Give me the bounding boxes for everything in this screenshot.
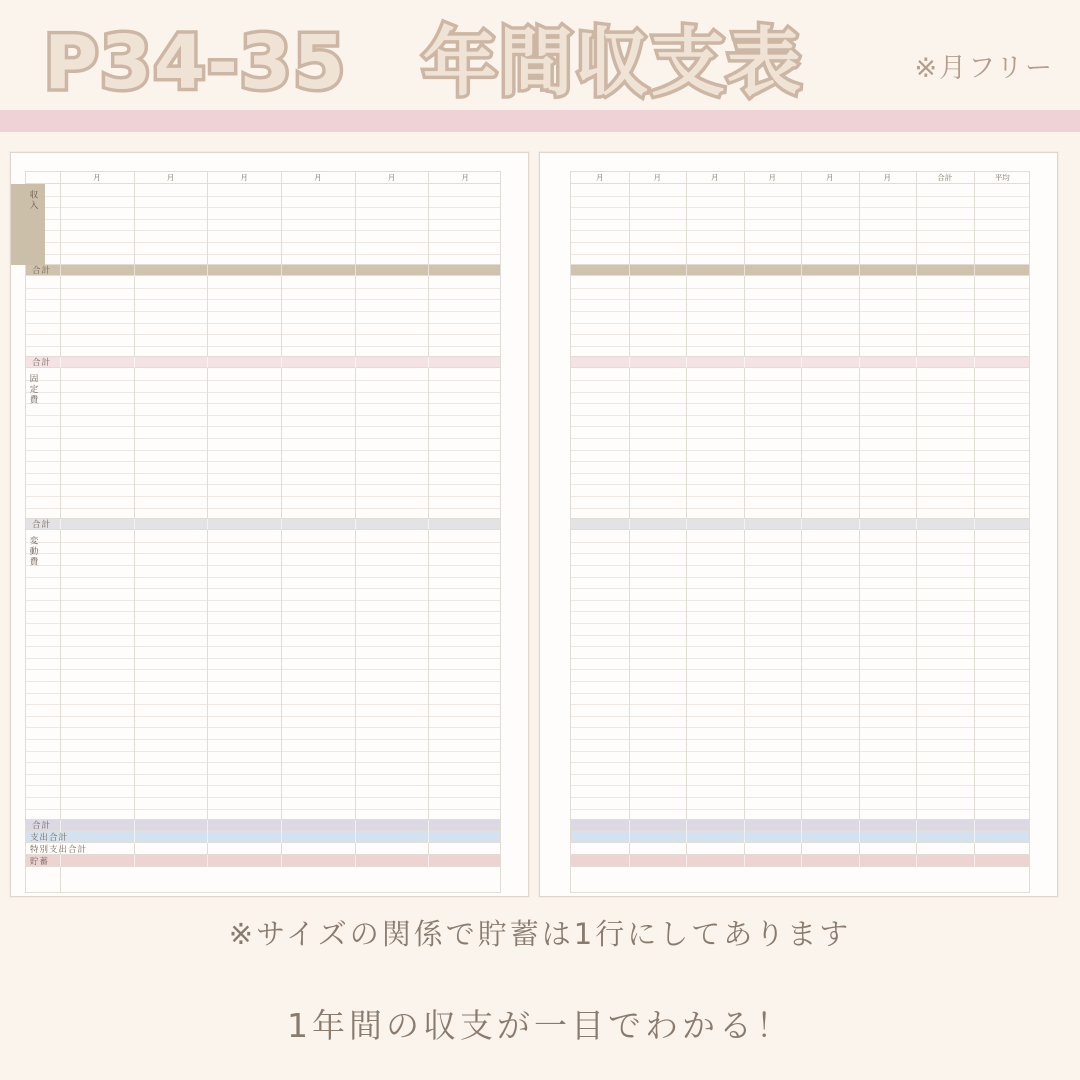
grid-hline [571,508,1029,509]
grid-vline [859,276,860,357]
grid-hline [571,450,1029,451]
grid-vline [859,820,860,831]
section-total-row [25,820,501,831]
grid-vline [60,855,61,867]
section-total-row [25,357,501,368]
worksheet-page-right [539,152,1058,897]
grid-hline [571,646,1029,647]
grid-vline [134,843,135,855]
grid-vline [60,265,61,276]
grid-vline [801,831,802,843]
grid-vline [686,519,687,530]
grid-vline [916,368,917,519]
grid-vline [801,368,802,519]
grid-vline [134,276,135,357]
column-header-1 [26,172,60,183]
section-body [25,530,501,820]
grid-hline [571,785,1029,786]
grid-vline [629,855,630,867]
page-title-note: ※月フリー [914,53,1054,84]
grid-hline [571,588,1029,589]
grid-vline [629,519,630,530]
grid-vline [428,530,429,820]
grid-vline [60,357,61,368]
grid-vline [60,820,61,831]
grid-hline [571,334,1029,335]
grid-vline [355,843,356,855]
footer-row [570,855,1030,867]
page-title: P34-35 年間収支表 [44,20,803,106]
grid-vline [428,276,429,357]
grid-vline [281,831,282,843]
grid-vline [629,831,630,843]
trailing-blank-row [570,867,1030,893]
grid-vline [629,276,630,357]
grid-vline [744,265,745,276]
grid-vline [744,184,745,265]
grid-vline [916,276,917,357]
grid-vline [134,855,135,867]
grid-vline [60,519,61,530]
grid-vline [801,265,802,276]
grid-hline [571,611,1029,612]
grid-vline [744,368,745,519]
grid-hline [571,415,1029,416]
grid-vline [744,276,745,357]
grid-vline [974,519,975,530]
grid-vline [744,530,745,820]
grid-vline [974,843,975,855]
grid-vline [281,357,282,368]
grid-vline-gutter [60,867,61,893]
grid-vline [134,357,135,368]
grid-hline [571,438,1029,439]
grid-vline [207,820,208,831]
section-label-2: 固定費 [28,374,38,406]
grid-vline [686,357,687,368]
grid-vline [686,368,687,519]
grid-vline [207,855,208,867]
grid-hline [571,565,1029,566]
grid-vline [744,855,745,867]
grid-vline [629,184,630,265]
table-header-row [25,171,501,184]
grid-vline [801,843,802,855]
grid-vline [428,831,429,843]
grid-vline [801,855,802,867]
section-total-row [570,357,1030,368]
trailing-blank-row [25,867,501,893]
grid-vline [281,184,282,265]
section-total-row [570,265,1030,276]
section-total-row [25,265,501,276]
column-header-5: 月 [826,173,834,182]
grid-hline [571,299,1029,300]
section-total-row [25,519,501,530]
column-header-8: 平均 [994,173,1010,182]
grid-vline-gutter [60,530,61,820]
grid-vline [281,368,282,519]
grid-vline [134,519,135,530]
grid-vline [355,368,356,519]
grid-vline [428,184,429,265]
grid-hline [571,311,1029,312]
grid-vline [355,831,356,843]
grid-vline [859,368,860,519]
grid-vline [629,357,630,368]
grid-vline [134,831,135,843]
grid-vline [916,519,917,530]
grid-hline [571,751,1029,752]
grid-vline [974,855,975,867]
caption-note: ※サイズの関係で貯蓄は1行にしてあります [228,917,852,951]
grid-vline [428,265,429,276]
page-header [0,0,1080,108]
grid-vline [281,820,282,831]
grid-vline [207,843,208,855]
grid-hline [571,219,1029,220]
column-header-7: 月 [461,173,469,182]
grid-hline [571,553,1029,554]
grid-hline [571,809,1029,810]
grid-vline [859,357,860,368]
column-header-1: 月 [596,173,604,182]
column-header-4: 月 [240,173,248,182]
grid-vline [428,368,429,519]
section-label-0: 収入 [28,190,38,211]
grid-vline [916,831,917,843]
section-label-3: 変動費 [28,536,38,568]
grid-vline [974,820,975,831]
grid-hline [571,542,1029,543]
grid-hline [571,254,1029,255]
grid-vline [629,820,630,831]
table-header-row [570,171,1030,184]
grid-hline [571,635,1029,636]
grid-vline-gutter [60,368,61,519]
column-header-4: 月 [768,173,776,182]
grid-vline [801,276,802,357]
grid-hline [571,288,1029,289]
column-header-6: 月 [883,173,891,182]
grid-vline [355,855,356,867]
grid-hline [571,716,1029,717]
grid-vline [281,265,282,276]
grid-vline [859,519,860,530]
grid-hline [571,207,1029,208]
grid-vline [629,530,630,820]
grid-vline [686,184,687,265]
grid-vline [355,357,356,368]
grid-vline [207,276,208,357]
grid-hline [571,230,1029,231]
column-header-3: 月 [166,173,175,182]
grid-hline [571,484,1029,485]
grid-hline [571,600,1029,601]
section-body [25,184,501,265]
grid-vline [629,843,630,855]
footer-row-label: 支出合計 [30,832,69,843]
grid-hline [571,623,1029,624]
grid-vline [974,357,975,368]
grid-vline [859,831,860,843]
grid-vline [916,530,917,820]
grid-hline [571,727,1029,728]
grid-vline [744,843,745,855]
footer-row [570,843,1030,855]
grid-vline [801,519,802,530]
grid-vline [207,265,208,276]
grid-vline [686,855,687,867]
grid-vline [207,530,208,820]
grid-hline [571,669,1029,670]
footer-row [570,831,1030,843]
grid-vline [801,530,802,820]
footer-row [25,831,501,843]
footer-row-label: 貯蓄 [30,856,50,867]
grid-vline [207,831,208,843]
grid-vline [355,184,356,265]
grid-vline [974,831,975,843]
grid-vline [207,357,208,368]
section-body [570,530,1030,820]
grid-vline [281,530,282,820]
column-header-3: 月 [711,173,719,182]
grid-vline [801,820,802,831]
grid-vline [629,368,630,519]
grid-vline [859,265,860,276]
grid-vline [974,265,975,276]
grid-vline [134,184,135,265]
grid-hline [571,403,1029,404]
grid-vline [428,357,429,368]
grid-vline [974,276,975,357]
grid-vline [686,831,687,843]
grid-vline [744,831,745,843]
grid-vline [916,184,917,265]
grid-vline [916,855,917,867]
grid-vline [629,265,630,276]
grid-hline [571,681,1029,682]
grid-hline [571,196,1029,197]
grid-hline [571,461,1029,462]
grid-hline [571,426,1029,427]
grid-vline [134,530,135,820]
grid-vline [859,843,860,855]
grid-vline [916,265,917,276]
section-total-label: 合計 [32,821,52,832]
section-total-label: 合計 [32,520,52,531]
grid-vline [207,368,208,519]
footer-row-label: 特別支出合計 [30,844,88,855]
grid-hline [571,496,1029,497]
grid-vline [801,184,802,265]
grid-vline [355,265,356,276]
worksheet-page-left [10,152,529,897]
grid-vline [428,519,429,530]
grid-vline [859,184,860,265]
column-header-5: 月 [314,173,322,182]
section-total-label: 合計 [32,266,52,277]
column-header-2: 月 [653,173,661,182]
grid-hline [571,392,1029,393]
section-total-row [570,820,1030,831]
section-body [570,368,1030,519]
grid-vline [916,357,917,368]
grid-vline-gutter [60,276,61,357]
grid-vline [744,519,745,530]
grid-vline [428,855,429,867]
section-body [570,276,1030,357]
grid-vline [355,519,356,530]
grid-vline [974,368,975,519]
footer-row [25,855,501,867]
grid-vline [134,820,135,831]
grid-hline [571,242,1029,243]
grid-vline [134,265,135,276]
grid-vline [974,530,975,820]
grid-vline [207,519,208,530]
grid-hline [571,323,1029,324]
header-divider-band [0,110,1080,132]
grid-hline [571,473,1029,474]
grid-vline [801,357,802,368]
grid-hline [571,346,1029,347]
section-total-row [570,519,1030,530]
grid-vline [355,820,356,831]
grid-vline [428,843,429,855]
grid-vline [916,820,917,831]
grid-vline [686,530,687,820]
grid-hline [571,739,1029,740]
grid-hline [571,762,1029,763]
caption-tagline: 1年間の収支が一目でわかる！ [287,1006,793,1045]
grid-vline [859,530,860,820]
grid-vline [686,843,687,855]
grid-vline [207,184,208,265]
grid-vline [281,519,282,530]
grid-vline [134,368,135,519]
column-header-6: 月 [387,173,396,182]
grid-vline [686,276,687,357]
grid-hline [571,797,1029,798]
grid-hline [571,658,1029,659]
column-header-7: 合計 [937,173,953,182]
section-total-label: 合計 [32,358,52,369]
footer-row [25,843,501,855]
grid-vline [859,855,860,867]
grid-vline [916,843,917,855]
section-body [25,276,501,357]
grid-vline [744,820,745,831]
grid-vline [428,820,429,831]
grid-vline [744,357,745,368]
grid-vline [686,820,687,831]
grid-hline [571,577,1029,578]
grid-vline [355,276,356,357]
section-body [25,368,501,519]
grid-vline [974,184,975,265]
grid-vline [281,843,282,855]
grid-hline [571,774,1029,775]
grid-vline [281,276,282,357]
grid-vline [281,855,282,867]
section-body [570,184,1030,265]
grid-hline [571,704,1029,705]
grid-vline [355,530,356,820]
grid-hline [571,693,1029,694]
grid-hline [571,380,1029,381]
column-header-2: 月 [93,173,101,182]
grid-vline-gutter [60,184,61,265]
grid-vline [686,265,687,276]
